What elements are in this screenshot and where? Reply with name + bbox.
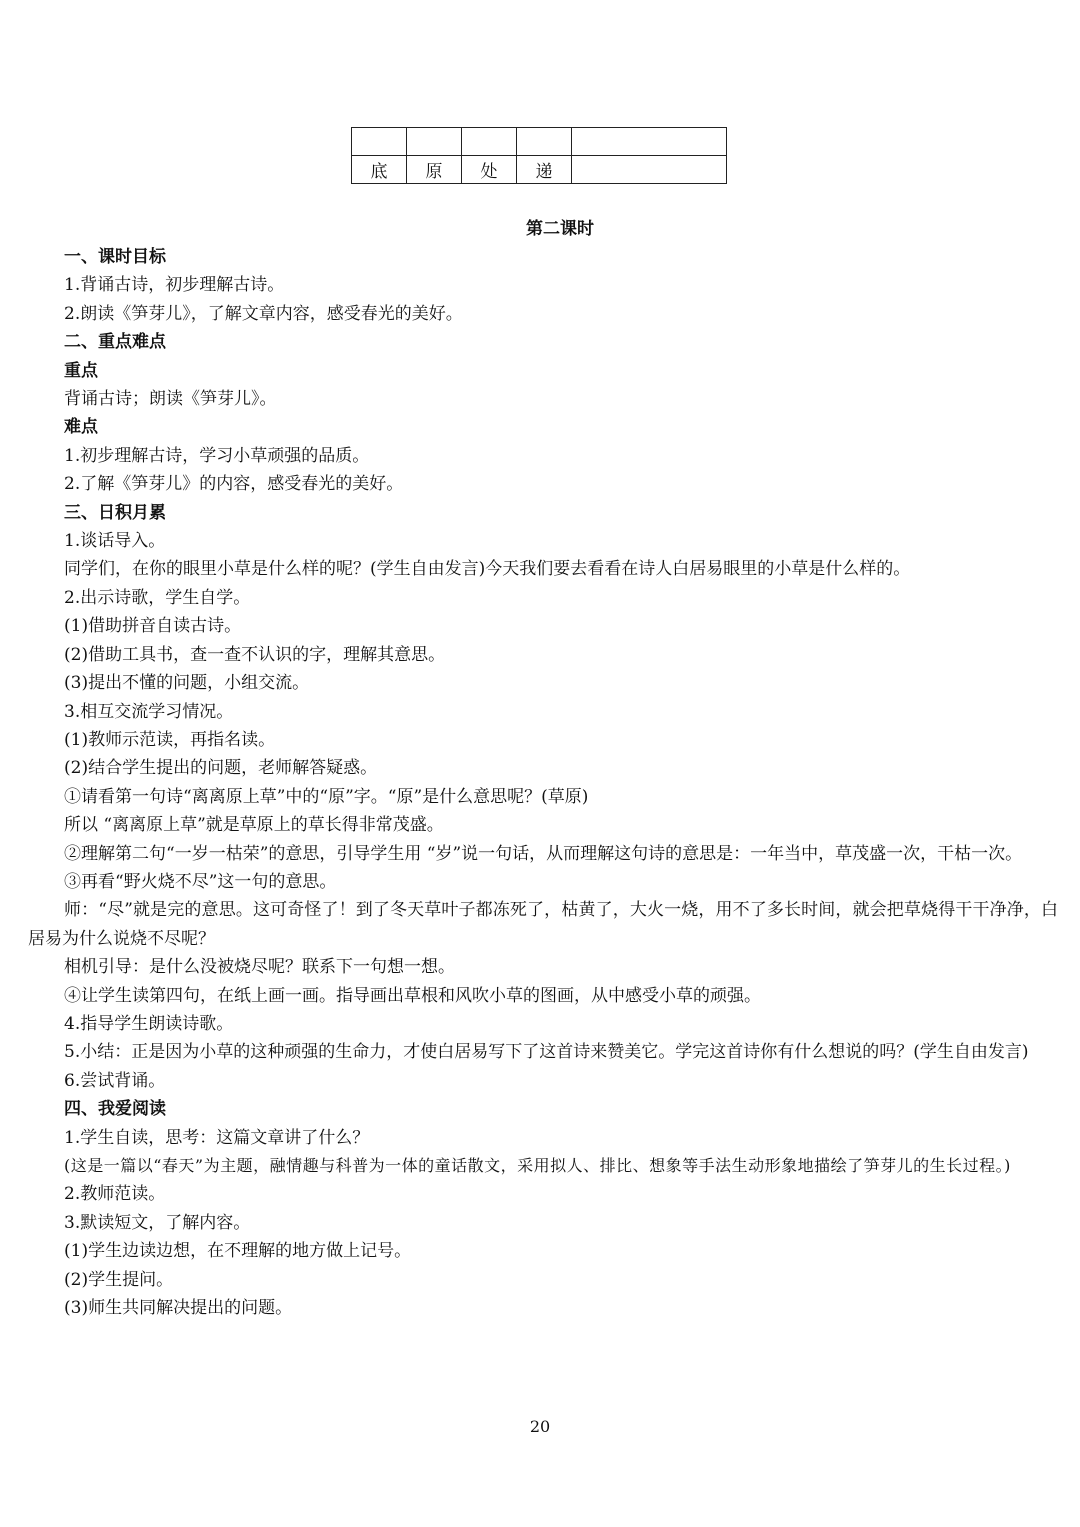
- paragraph: 6.尝试背诵。: [64, 1070, 166, 1091]
- paragraph: 2.出示诗歌，学生自学。: [64, 587, 251, 608]
- table-cell: 原: [407, 156, 462, 184]
- paragraph: (1)学生边读边想，在不理解的地方做上记号。: [64, 1241, 412, 1262]
- paragraph: (2)借助工具书，查一查不认识的字，理解其意思。: [64, 644, 446, 665]
- paragraph: ④让学生读第四句，在纸上画一画。指导画出草根和风吹小草的图画，从中感受小草的顽强。: [64, 985, 761, 1006]
- table-cell: [462, 128, 517, 156]
- paragraph: 5.小结：正是因为小草的这种顽强的生命力，才使白居易写下了这首诗来赞美它。学完这首诗你有什么想说的吗？(学生自由发言): [64, 1042, 1029, 1063]
- paragraph: (2)学生提问。: [64, 1269, 174, 1290]
- paragraph: 2.朗读《笋芽儿》，了解文章内容，感受春光的美好。: [64, 303, 463, 324]
- paragraph: 背诵古诗；朗读《笋芽儿》。: [64, 389, 277, 410]
- paragraph: ①请看第一句诗“离离原上草”中的“原”字。“原”是什么意思呢？(草原): [64, 786, 589, 807]
- table-cell: 底: [352, 156, 407, 184]
- table-cell: [407, 128, 462, 156]
- section-heading: 三、日积月累: [64, 502, 166, 523]
- paragraph: 2.教师范读。: [64, 1184, 166, 1205]
- paragraph: 1.谈话导入。: [64, 531, 166, 552]
- table-cell: [572, 128, 727, 156]
- paragraph: ②理解第二句“一岁一枯荣”的意思，引导学生用 “岁”说一句话，从而理解这句诗的意思是：一年当中，草茂盛一次，干枯一次。: [64, 843, 1023, 864]
- table-cell: [517, 128, 572, 156]
- page-number: 20: [529, 1417, 551, 1436]
- section-heading: 重点: [64, 360, 98, 381]
- table-cell: [572, 156, 727, 184]
- lesson-title: 第二课时: [526, 219, 594, 239]
- paragraph: 3.相互交流学习情况。: [64, 701, 234, 722]
- paragraph: 1.学生自读，思考：这篇文章讲了什么？: [64, 1127, 370, 1148]
- lesson-content: [28, 243, 1058, 1322]
- paragraph: (3)提出不懂的问题，小组交流。: [64, 673, 310, 694]
- paragraph: 相机引导：是什么没被烧尽呢？联系下一句想一想。: [64, 957, 455, 978]
- paragraph: 1.背诵古诗，初步理解古诗。: [64, 275, 285, 296]
- paragraph: 4.指导学生朗读诗歌。: [64, 1013, 234, 1034]
- table-row: [352, 156, 727, 184]
- section-heading: 四、我爱阅读: [64, 1099, 166, 1120]
- paragraph: 2.了解《笋芽儿》的内容，感受春光的美好。: [64, 474, 404, 495]
- paragraph: 1.初步理解古诗，学习小草顽强的品质。: [64, 445, 370, 466]
- table-cell: 处: [462, 156, 517, 184]
- table-row: [352, 128, 727, 156]
- paragraph: (1)教师示范读，再指名读。: [64, 729, 276, 750]
- paragraph: (3)师生共同解决提出的问题。: [64, 1298, 293, 1319]
- paragraph: 3.默读短文，了解内容。: [64, 1212, 251, 1233]
- paragraph: (这是一篇以“春天”为主题，融情趣与科普为一体的童话散文，采用拟人、排比、想象等手法生动形象地描绘了笋芽儿的生长过程。): [64, 1156, 1011, 1175]
- character-table: [351, 127, 727, 184]
- paragraph: (1)借助拼音自读古诗。: [64, 616, 242, 637]
- paragraph: (2)结合学生提出的问题，老师解答疑惑。: [64, 758, 378, 779]
- table-cell: 递: [517, 156, 572, 184]
- section-heading: 二、重点难点: [64, 332, 166, 353]
- section-heading: 一、课时目标: [64, 247, 166, 267]
- paragraph: 同学们，在你的眼里小草是什么样的呢？(学生自由发言)今天我们要去看看在诗人白居易眼里的小草是什么样的。: [64, 559, 911, 580]
- paragraph: 所以 “离离原上草”就是草原上的草长得非常茂盛。: [64, 815, 444, 836]
- table-cell: [352, 128, 407, 156]
- paragraph: ③再看“野火烧不尽”这一句的意思。: [64, 871, 337, 892]
- section-heading: 难点: [64, 417, 98, 438]
- paragraph: 师：“尽”就是完的意思。这可奇怪了！到了冬天草叶子都冻死了，枯黄了，大火一烧，用不了多长时间，就会把草烧得干干净净，白居易为什么说烧不尽呢？: [28, 900, 1058, 949]
